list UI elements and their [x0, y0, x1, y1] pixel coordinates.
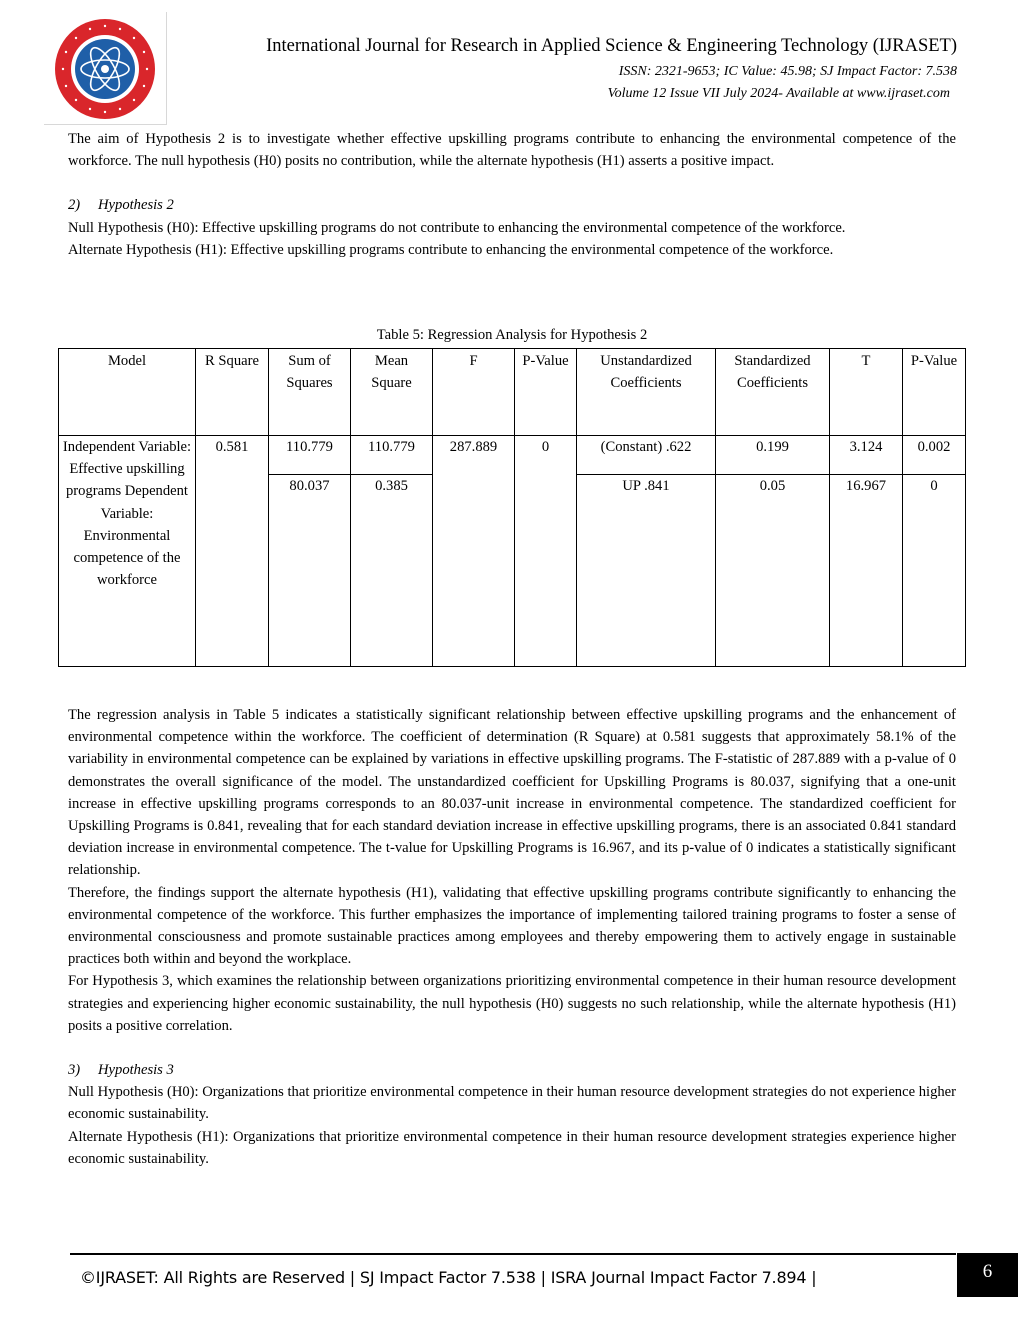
hypothesis2-heading	[68, 194, 956, 216]
intro-paragraph: The aim of Hypothesis 2 is to investigate whether effective upskilling programs contribute to enhancing the environmental competence of the workforce. The null hypothesis (H0) posits no contribution, while the alternate hypothesis (H1) asserts a positive impact.	[68, 131, 956, 170]
table-cell: 0.199	[716, 436, 830, 475]
intro-section	[68, 128, 956, 261]
footer-rule	[70, 1253, 956, 1255]
table-cell: 0.385	[351, 475, 433, 667]
table-cell: 80.037	[269, 475, 351, 667]
volume-line: Volume 12 Issue VII July 2024- Available at www.ijraset.com	[607, 86, 950, 101]
table-cell: 0.002	[903, 436, 966, 475]
table-header-row	[59, 349, 966, 436]
hypothesis3-number: 3)	[68, 1062, 81, 1079]
table-cell	[196, 475, 269, 667]
hypothesis3-alternate: Alternate Hypothesis (H1): Organizations that prioritize environmental competence in their human resource development strategies experience higher economic sustainability.	[68, 1128, 956, 1167]
analysis-paragraph: The regression analysis in Table 5 indicates a statistically significant relationship between effective upskilling programs and the enhancement of environmental competence within the workforce. The coefficient of determination (R Square) at 0.581 suggests that approximately 58.1% of the variability in environmental competence can be explained by variations in effective upskilling programs. The F-statistic of 287.889 with a p-value of 0 demonstrates the overall significance of the model. The unstandardized coefficient for Upskilling Programs is 80.037, signifying that a one-unit increase in effective upskilling programs corresponds to an 80.037-unit increase in environmental competence. The standardized coefficient for Upskilling Programs is 0.841, revealing that for each standard deviation increase in effective upskilling programs, there is an associated 0.841 standard deviation increase in environmental competence. The t-value for Upskilling Programs is 16.967, and its p-value of 0 indicates a statistically significant relationship.	[68, 707, 956, 879]
table-cell: 287.889	[433, 436, 515, 475]
table-cell: 0	[515, 436, 577, 475]
hypothesis3-heading	[68, 1059, 956, 1081]
table-cell: UP .841	[577, 475, 716, 667]
col-header: Unstandardized Coefficients	[577, 349, 716, 436]
page-number: 6	[957, 1253, 1018, 1297]
hypothesis2-null: Null Hypothesis (H0): Effective upskilling programs do not contribute to enhancing the environmental competence of the workforce.	[68, 219, 846, 236]
table-cell: 3.124	[830, 436, 903, 475]
col-header: Model	[59, 349, 196, 436]
table-cell: 110.779	[269, 436, 351, 475]
col-header: Mean Square	[351, 349, 433, 436]
journal-logo	[44, 12, 167, 125]
table-cell: 0.05	[716, 475, 830, 667]
model-cell: Independent Variable: Effective upskilling programs Dependent Variable: Environmental competence of the workforce	[59, 436, 196, 667]
col-header: P-Value	[903, 349, 966, 436]
footer-text: ©IJRASET: All Rights are Reserved | SJ Impact Factor 7.538 | ISRA Journal Impact Factor 7.894 |	[80, 1268, 817, 1287]
table-caption: Table 5: Regression Analysis for Hypothesis 2	[376, 327, 648, 343]
table-cell: 110.779	[351, 436, 433, 475]
hypothesis3-null: Null Hypothesis (H0): Organizations that prioritize environmental competence in their human resource development strategies do not experience higher economic sustainability.	[68, 1084, 956, 1123]
col-header: T	[830, 349, 903, 436]
hypothesis3-title: Hypothesis 3	[98, 1062, 174, 1079]
table-cell	[515, 475, 577, 667]
table-row	[59, 475, 966, 667]
col-header: F	[433, 349, 515, 436]
ijraset-logo-icon	[52, 18, 158, 120]
table-row	[59, 436, 966, 475]
table-cell	[433, 475, 515, 667]
analysis-paragraph: Therefore, the findings support the alternate hypothesis (H1), validating that effective upskilling programs contribute significantly to enhancing the environmental competence of the workforce. This further emphasizes the importance of implementing tailored training programs to foster a sense of environmental consciousness and promote sustainable practices among employees and thereby empowering them to actively engage in sustainable practices both within and beyond the workplace.	[68, 884, 956, 968]
issn-line: ISSN: 2321-9653; IC Value: 45.98; SJ Impact Factor: 7.538	[618, 64, 957, 79]
analysis-paragraph: For Hypothesis 3, which examines the relationship between organizations prioritizing environmental competence in their human resource development strategies and experiencing higher economic sustainability, the null hypothesis (H0) suggests no such relationship, while the alternate hypothesis (H1) posits a positive correlation.	[68, 973, 956, 1034]
table-cell: 16.967	[830, 475, 903, 667]
journal-title: International Journal for Research in Applied Science & Engineering Technology (IJRASET)	[266, 36, 957, 56]
table-cell: 0.581	[196, 436, 269, 475]
col-header: P-Value	[515, 349, 577, 436]
table-cell: (Constant) .622	[577, 436, 716, 475]
col-header: Standardized Coefficients	[716, 349, 830, 436]
col-header: R Square	[196, 349, 269, 436]
col-header: Sum of Squares	[269, 349, 351, 436]
regression-table	[58, 348, 966, 667]
analysis-section	[68, 704, 956, 1170]
hypothesis2-number: 2)	[68, 197, 81, 214]
hypothesis2-title: Hypothesis 2	[98, 197, 174, 214]
hypothesis2-alternate: Alternate Hypothesis (H1): Effective upskilling programs contribute to enhancing the environmental competence of the workforce.	[68, 241, 834, 258]
table-cell: 0	[903, 475, 966, 667]
